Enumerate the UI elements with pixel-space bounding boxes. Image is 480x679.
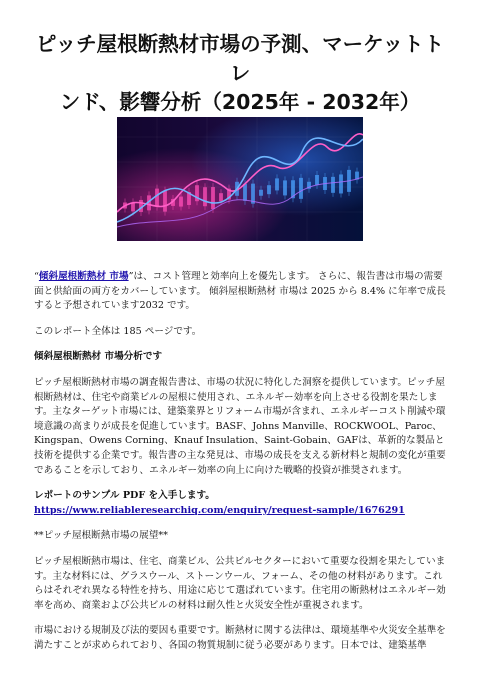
- outlook-paragraph: ピッチ屋根断熱市場は、住宅、商業ビル、公共ビルセクターにおいて重要な役割を果たしています。主な材料には、グラスウール、ストーンウール、フォーム、その他の材料があります。これらはそれぞれ異なる特性を持ち、用途に応じて選ばれています。住宅用の断熱材はエネルギー効率を高め、商業および公共ビルの材料は耐久性と火災安全性が重視されます。: [34, 555, 446, 611]
- page-count-text: このレポート全体は 185 ページです。: [34, 325, 202, 337]
- article-body: [34, 270, 446, 661]
- market-link[interactable]: 傾斜屋根断熱材 市場: [38, 271, 129, 282]
- title-line-1: ピッチ屋根断熱材市場の予測、マーケットトレ: [35, 32, 445, 85]
- title-line-2: ンド、影響分析（2025年 - 2032年）: [59, 90, 421, 114]
- sample-request-link[interactable]: https://www.reliableresearchiq.com/enquiry/request-sample/1676291: [34, 504, 405, 516]
- section-heading-outlook: **ピッチ屋根断熱市場の展望**: [34, 530, 168, 542]
- sample-request-line: [34, 489, 446, 518]
- regulation-paragraph: 市場における規制及び法的要因も重要です。断熱材に関する法律は、環境基準や火災安全基準を満たすことが求められており、各国の物質規制に従う必要があります。日本では、建築基準: [34, 625, 446, 651]
- sample-label: レポートのサンプル PDF を入手します。: [34, 490, 215, 502]
- section-heading-analysis: 傾斜屋根断熱材 市場分析です: [34, 351, 163, 363]
- page-title: [26, 30, 454, 117]
- intro-paragraph: “傾斜屋根断熱材 市場”は、コスト管理と効率向上を優先します。 さらに、報告書は市場の需要面と供給面の両方をカバーしています。 傾斜屋根断熱材 市場は 2025 から 8.4% に年率で成長すると予想されています2032 です。: [34, 271, 446, 312]
- hero-chart-image: [117, 117, 363, 241]
- analysis-paragraph: ピッチ屋根断熱材市場の調査報告書は、市場の状況に特化した洞察を提供しています。ピッチ屋根断熱材は、住宅や商業ビルの屋根に使用され、エネルギー効率を向上させる役割を果たします。主なターゲット市場には、建築業界とリフォーム市場が含まれ、エネルギーコスト削減や環境意識の高まりが成長を促進しています。BASF、Johns Manville、ROCKWOOL、Paroc、Kingspan、Owens Corning、Knauf Insulation、Saint-Gobain、GAFは、革新的な製品と技術を提供する企業です。報告書の主な発見は、市場の成長を支える新材料と規制の変化が重要であることを示しており、エネルギー効率の向上に向けた戦略的投資が推奨されます。: [34, 376, 446, 476]
